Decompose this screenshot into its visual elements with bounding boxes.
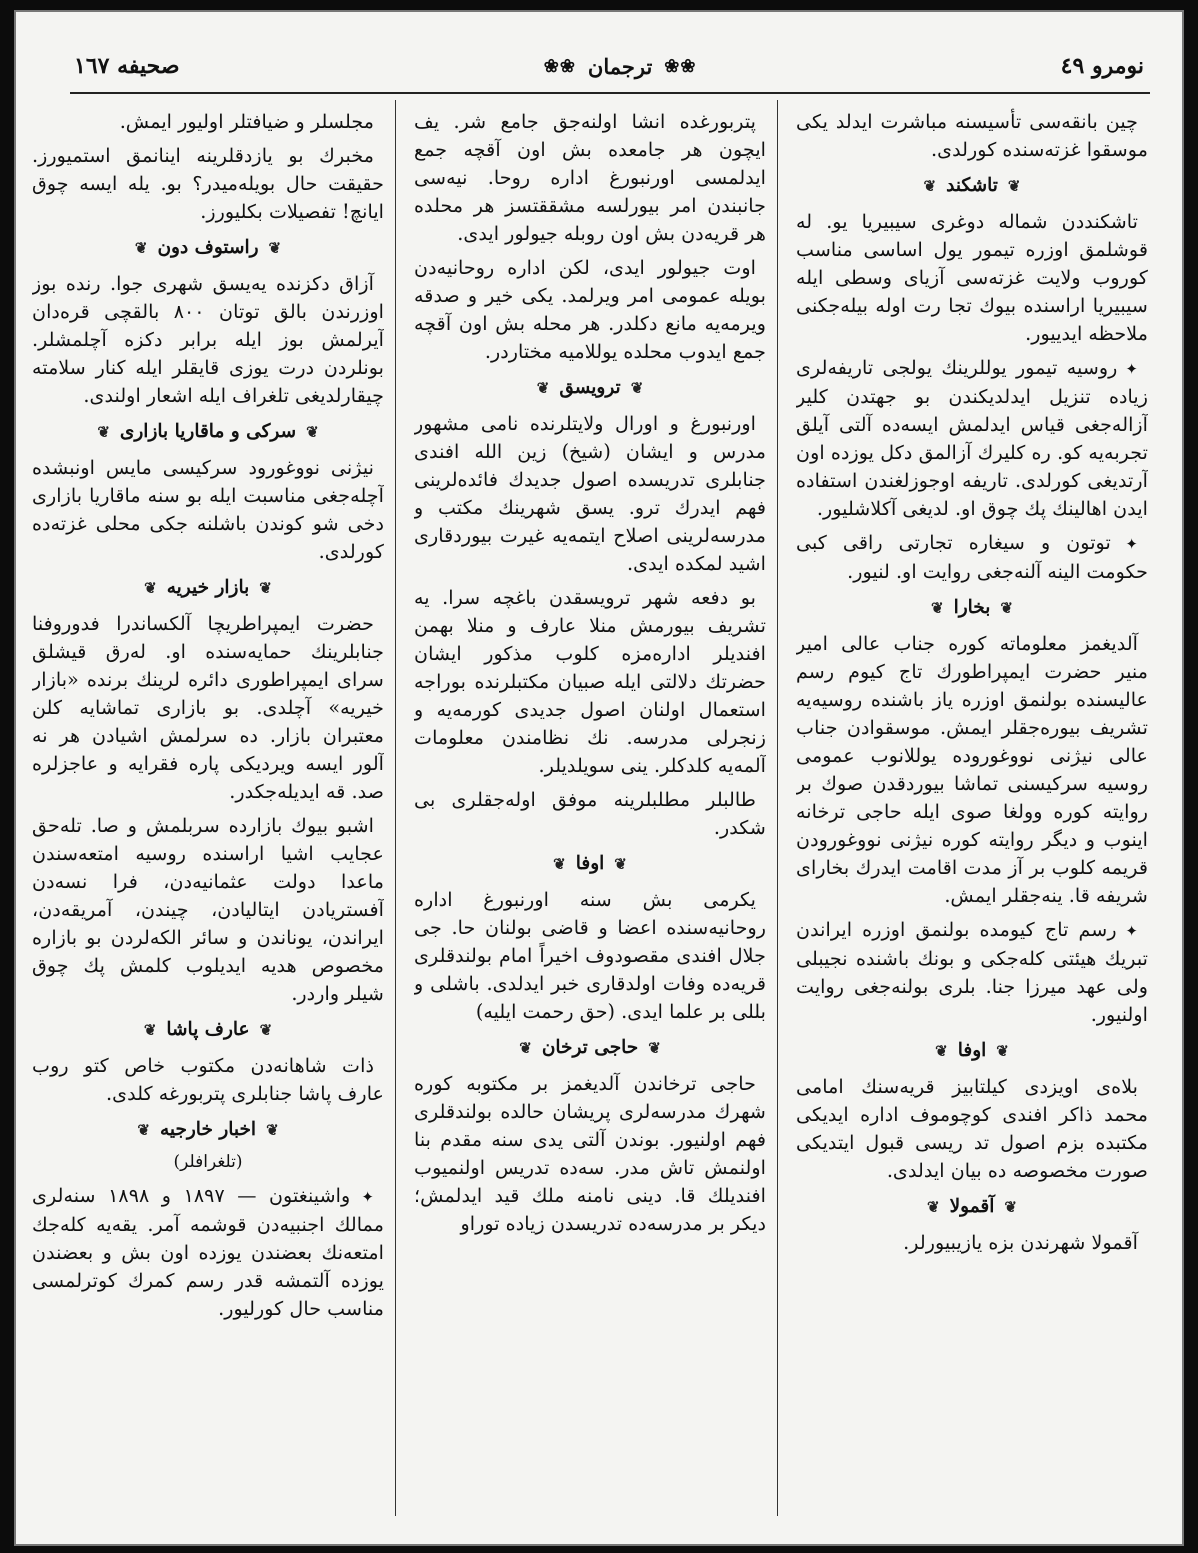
section-heading-text: ترویسق bbox=[559, 377, 621, 398]
section-heading bbox=[796, 1037, 1148, 1065]
article-paragraph: حضرت ایمپراطریچا آلکساندرا فدوروفنا جنابلرینك حمایه‌سنده او. له‌رق قیشلق سرای ایمپراطوری دائره لرینك برنده «بازار خیریه» آچلدی. بو بازاری تماشایه کلن معتبران بازار. ده سرلمش اشیادن هر نه آلور ایسه ویردیکی پاره فقرایه و عاجزلره صد. قه ایدیله‌جکدر. bbox=[32, 612, 384, 803]
fleuron-icon: ❦ bbox=[553, 855, 566, 873]
section-subheading: (تلغرافلر) bbox=[173, 1152, 243, 1172]
column-divider bbox=[777, 100, 778, 1516]
section-heading bbox=[32, 234, 384, 262]
fleuron-icon: ❦ bbox=[1000, 599, 1013, 617]
section-heading bbox=[414, 374, 766, 402]
news-item: ✦ رسم تاج کیومده بولنمق اوزره ایراندن تبریك هیئتی کله‌جکی و بونك باشنده نجیبلی ولی عهد میرزا جنا. بلری بولنه‌جغی روایت اولنیور. bbox=[796, 916, 1148, 1029]
masthead bbox=[544, 54, 697, 79]
fleuron-icon: ❦ bbox=[614, 855, 627, 873]
section-heading-text: بخارا bbox=[953, 597, 991, 618]
section-heading bbox=[796, 1193, 1148, 1221]
fleuron-icon: ❦ bbox=[134, 239, 148, 257]
fleuron-icon: ❦ bbox=[630, 379, 644, 397]
article-paragraph: پتربورغده انشا اولنه‌جق جامع شر. یف ایچون هر جامعده بش اون آقچه جمع ایدلمسی اورنبورغ اداره روحا. نیه‌سی جانبندن امر بیورلسه مشققتسز هر محلده هر قریه‌دن بش اون روبله جیولور ایدی. bbox=[414, 110, 766, 245]
section-heading bbox=[32, 418, 384, 446]
article-paragraph: حاجی ترخاندن آلدیغمز بر مکتوبه کوره شهرك مدرسه‌لری پریشان حالده بولندقلری فهم اولنیور. بوندن آلتی یدی سنه مقدم بنا اولنمش تاش مدر. سه‌ده تدریس اولنمیوب افندیلك قا. دینی نامنه ملك قید ایدلمش؛ دیکر بر مدرسه‌ده تدریسدن زیاده توراو bbox=[414, 1072, 766, 1235]
article-paragraph: آزاق دکزنده یه‌یسق شهری جوا. رنده بوز اوزرندن بالق توتان ٨٠٠ بالقچی قره‌دان آیرلمش بوز ایله برابر دکزه آچلمشلر. بونلردن درت یوزی قایقلر ایله کنار سلامته چیقارلدیغی تلغراف ایله اشعار اولندی. bbox=[32, 272, 384, 407]
newspaper-page bbox=[14, 10, 1184, 1546]
article-paragraph: اشبو بیوك بازارده سربلمش و صا. تله‌حق عجایب اشیا ارا‌سنده روسیه امتعه‌سندن ماعدا دولت عثمانیه‌دن، فرا نسه‌دن آفستریادن ایتالیادن، چیندن، آمریقه‌دن، ایراندن، یوناندن و سائر الکه‌لردن بو بازاره مخصوص هدیه ایدیلوب کلمش پك چوق شیلر واردر. bbox=[32, 814, 384, 1005]
news-item: ✦ روسیه تیمور یوللرینك یولجی تاریفه‌لری زیاده تنزیل ایدلدیکندن بو جهتدن کلیر آزاله‌جغی قیاس ایدلمش ایسه‌ده آلتی آیلق تجربه‌یه کو. ره کلیرك آزالمق دکل یوزده اون آرتدیغی کورلدی. تاریفه اوجوزلغندن استفاده ایدن اهالینك پك چوق او. لدیغی آکلاشلیور. bbox=[796, 354, 1148, 523]
fleuron-icon: ❦ bbox=[137, 1121, 150, 1139]
section-heading bbox=[414, 850, 766, 878]
page-header bbox=[74, 42, 1144, 90]
ornament-icon: ❀❀ bbox=[664, 55, 697, 77]
section-heading bbox=[32, 1116, 384, 1144]
fleuron-icon: ❦ bbox=[306, 423, 319, 441]
section-heading-text: بازار خیریه bbox=[166, 577, 250, 598]
fleuron-icon: ❦ bbox=[536, 379, 550, 397]
page-number: صحیفه ١٦٧ bbox=[74, 53, 180, 79]
section-heading-text: اوفا bbox=[575, 853, 605, 874]
fleuron-icon: ❦ bbox=[935, 1042, 948, 1060]
article-paragraph: نیژنی نووغورود سرکیسی مایس اونبشده آچله‌جغی مناسبت ایله بو سنه ماقاریا بازاری دخی شو کوندن باشلنه جکی محلی غزته‌ده کورلدی. bbox=[32, 456, 384, 563]
article-paragraph: اورنبورغ و اورال ولایتلرنده نامی مشهور مدرس و ایشان (شیخ) زین الله افندی جنابلری تدریسده اصول جدیدك فائده‌لرینی فهم ایدرك ترو. یسق شهرینك مکتب و مدرسه‌لرینی اصلاح ایتمه‌یه غیرت بیوردقاری اشید لمکده ایدی. bbox=[414, 412, 766, 575]
column-divider bbox=[395, 100, 396, 1516]
section-heading bbox=[796, 594, 1148, 622]
fleuron-icon: ❦ bbox=[648, 1039, 661, 1057]
article-paragraph: آقمولا شهرندن بزه یازیبیورلر. bbox=[903, 1231, 1138, 1254]
section-heading bbox=[414, 1034, 766, 1062]
issue-number: نومرو ٤٩ bbox=[1060, 53, 1144, 79]
section-heading-text: راستوف دون bbox=[157, 237, 259, 258]
article-paragraph: مخبرك بو یازدقلرینه اینانمق استمیورز. حقیقت حال بویله‌میدر؟ بو. یله ایسه چوق ایانچ! تفصیلات بکلیورز. bbox=[32, 144, 384, 223]
fleuron-icon: ❦ bbox=[144, 579, 157, 597]
section-heading-text: عارف پاشا bbox=[166, 1019, 250, 1040]
column-left bbox=[32, 108, 384, 1518]
article-paragraph: ذات شاهانه‌دن مکتوب خاص کتو روب عارف پاشا جنابلری پتربورغه کلدی. bbox=[32, 1054, 384, 1105]
article-paragraph: چین بانقه‌سی تأسیسنه مباشرت ایدلد یکی موسقوا غزته‌سنده کورلدی. bbox=[796, 110, 1148, 161]
fleuron-icon: ❦ bbox=[927, 1198, 940, 1216]
section-heading bbox=[32, 574, 384, 602]
ornament-icon: ❀❀ bbox=[543, 55, 576, 77]
column-right bbox=[796, 108, 1148, 1518]
article-paragraph: بو دفعه شهر ترویسقدن باغچه سرا. یه تشریف بیورمش منلا عارف و منلا بهمن افندیلر اداره‌مزه کلوب مذکور ایشان حضرتك دلالتی ایله صبیان مکتبلرنده بوراجه استعمال اولنان اصول جدیدی کورمه‌یه و زنجرلی مدرسه. نك نظامندن معلومات آلمه‌یه کلدکلر. ینی سویلدیلر. bbox=[414, 586, 766, 777]
article-paragraph: تاشکنددن شماله دوغری سیبیریا یو. له قوشلمق اوزره تیمور یول اساسی مناسب کوروب ولایت غزته‌سی آزیای وسطی ایله سیبیریا ارا‌سنده بیوك تجا رت اوله بیله‌جکنی ملاحظه ایدییور. bbox=[796, 210, 1148, 345]
column-middle bbox=[414, 108, 766, 1518]
section-heading-text: حاجی ترخان bbox=[541, 1037, 639, 1058]
article-paragraph: طالبلر مطلبلرینه موفق اوله‌جقلری بی شکدر. bbox=[414, 788, 766, 839]
fleuron-icon: ❦ bbox=[1004, 1198, 1017, 1216]
article-paragraph: یکرمی بش سنه اورنبورغ اداره روحانیه‌سنده اعضا و قاضی بولنان حا. جی جلال افندی مقصودوف اخیراً امام بولندقلری قریه‌ده وفات اولدقاری خبر ایدلدی. باشلی و بللی بر علما ایدی. (حق رحمت ایلیه) bbox=[414, 888, 766, 1023]
fleuron-icon: ❦ bbox=[259, 579, 272, 597]
section-heading-text: سرکی و ماقاریا بازاری bbox=[119, 421, 297, 442]
fleuron-icon: ❦ bbox=[996, 1042, 1009, 1060]
section-heading-text: آقمولا bbox=[949, 1196, 995, 1217]
fleuron-icon: ❦ bbox=[519, 1039, 532, 1057]
section-heading bbox=[796, 172, 1148, 200]
section-heading-text: تاشکند bbox=[946, 175, 998, 196]
article-paragraph: آلدیغمز معلوماته کوره جناب عالی امیر منیر حضرت ایمپراطورك تاج کیوم رسم عالیسنده بولنمق اوزره یاز باشنده روسیه‌یه تشریف بیوره‌جقلر ایمش. موسقوادن جناب عالی نیژنی نووغوروده یوللانوب عمومی روسیه سرکیسنی تماشا بیوردقدن صوك بر روایته کوره وولغا صوی ایله حاجی ترخانه اینوب و دیگر روایته کوره نیژنی نووغورودن قریمه کلوب بر آز مدت اقامت ایدرك بخارای شریفه قا. ینه‌جقلر ایمش. bbox=[796, 632, 1148, 907]
article-paragraph: مجلسلر و ضیافتلر اولیور ایمش. bbox=[119, 110, 374, 133]
fleuron-icon: ❦ bbox=[1007, 177, 1021, 195]
article-paragraph: بلاه‌ی اویزدی کیلتابیز قریه‌سنك امامی محمد ذاکر افندی کوچوموف اداره ایدیکی مکتبده بزم اصول تد ریسی قبول ایتدیکی صورت مخصوصه ده بیان ایدلدی. bbox=[796, 1075, 1148, 1182]
section-heading bbox=[32, 1016, 384, 1044]
masthead-title: ترجمان bbox=[587, 53, 653, 79]
news-item: ✦ واشینغتون — ١٨٩٧ و ١٨٩٨ سنه‌لری ممالك اجنبیه‌دن قوشمه آمر. یقه‌یه کله‌جك امتعه‌نك بعضندن یوزده اون بش و بعضندن یوزده آلتمشه قدر رسم کمرك کوترلمسی مناسب حال کورلیور. bbox=[32, 1182, 384, 1323]
fleuron-icon: ❦ bbox=[97, 423, 110, 441]
fleuron-icon: ❦ bbox=[259, 1021, 273, 1039]
header-rule bbox=[70, 92, 1150, 94]
section-heading-text: اخبار خارجیه bbox=[159, 1119, 257, 1140]
section-heading-text: اوفا bbox=[957, 1040, 987, 1061]
fleuron-icon: ❦ bbox=[266, 1121, 279, 1139]
article-paragraph: اوت جیولور ایدی، لکن اداره روحانیه‌دن بویله عمومی امر ویرلمد. یکی خیر و صدقه ویرمه‌یه مانع دکلدر. هر محله بش اون آقچه جمع ایدوب محلده یوللامیه مختاردر. bbox=[414, 256, 766, 363]
fleuron-icon: ❦ bbox=[931, 599, 944, 617]
fleuron-icon: ❦ bbox=[143, 1021, 157, 1039]
fleuron-icon: ❦ bbox=[923, 177, 937, 195]
news-item: ✦ توتون و سیغاره تجارتی راقی کبی حکومت الینه آلنه‌جغی روایت او. لنیور. bbox=[796, 529, 1148, 586]
fleuron-icon: ❦ bbox=[268, 239, 282, 257]
